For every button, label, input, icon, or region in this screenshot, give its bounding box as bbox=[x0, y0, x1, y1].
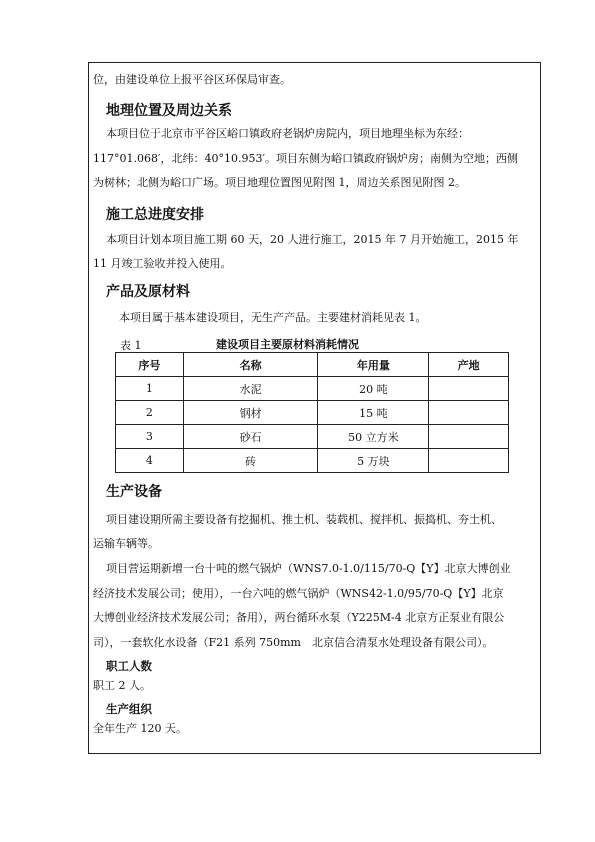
cell-amount: 5 万块 bbox=[318, 449, 429, 473]
cell-index: 4 bbox=[116, 449, 184, 473]
staff-heading: 职工人数 bbox=[106, 659, 152, 673]
location-line-3: 为树林；北侧为峪口广场。项目地理位置图见附图 1，周边关系图见附图 2。 bbox=[93, 176, 466, 189]
materials-line: 本项目属于基本建设项目，无生产产品。主要建材消耗见表 1。 bbox=[119, 311, 427, 324]
cell-origin bbox=[429, 449, 509, 473]
cell-origin bbox=[429, 401, 509, 425]
table-row bbox=[116, 377, 509, 401]
equipment-line-3: 项目营运期新增一台十吨的燃气锅炉（WNS7.0-1.0/115/70-Q【Y】北京大博创业 bbox=[106, 562, 511, 575]
table-row bbox=[116, 449, 509, 473]
cell-amount: 15 吨 bbox=[318, 401, 429, 425]
cell-amount: 50 立方米 bbox=[318, 425, 429, 449]
table-row bbox=[116, 401, 509, 425]
cell-name: 钢材 bbox=[183, 401, 318, 425]
organization-heading: 生产组织 bbox=[106, 702, 152, 716]
table-row bbox=[116, 425, 509, 449]
col-header-origin: 产地 bbox=[429, 353, 509, 377]
location-heading: 地理位置及周边关系 bbox=[106, 103, 232, 119]
cell-amount: 20 吨 bbox=[318, 377, 429, 401]
materials-table bbox=[115, 352, 509, 473]
equipment-line-1: 项目建设期所需主要设备有挖掘机、推土机、装载机、搅拌机、振捣机、夯土机、 bbox=[106, 513, 502, 526]
cell-origin bbox=[429, 425, 509, 449]
schedule-heading: 施工总进度安排 bbox=[106, 207, 204, 223]
cell-name: 砂石 bbox=[183, 425, 318, 449]
equipment-line-6: 司），一套软化水设备（F21 系列 750mm 北京信合清泵水处理设备有限公司）。 bbox=[93, 636, 494, 649]
intro-text: 位，由建设单位上报平谷区环保局审查。 bbox=[93, 73, 291, 86]
materials-heading: 产品及原材料 bbox=[106, 284, 190, 300]
staff-line: 职工 2 人。 bbox=[93, 679, 151, 692]
table-title: 建设项目主要原材料消耗情况 bbox=[216, 338, 359, 351]
cell-name: 砖 bbox=[183, 449, 318, 473]
schedule-line-2: 11 月竣工验收并投入使用。 bbox=[93, 257, 232, 270]
cell-index: 3 bbox=[116, 425, 184, 449]
equipment-line-5: 大博创业经济技术发展公司；备用），两台循环水泵（Y225M-4 北京方正泵业有限公 bbox=[93, 611, 505, 624]
equipment-line-4: 经济技术发展公司；使用），一台六吨的燃气锅炉（WNS42-1.0/95/70-Q【Y】北京 bbox=[93, 587, 504, 600]
location-line-2: 117°01.068′，北纬：40°10.953′。项目东侧为峪口镇政府锅炉房；南侧为空地；西侧 bbox=[93, 152, 518, 165]
table-label: 表 1 bbox=[120, 339, 142, 352]
schedule-line-1: 本项目计划本项目施工期 60 天，20 人进行施工，2015 年 7 月开始施工，2015 年 bbox=[106, 233, 519, 246]
col-header-name: 名称 bbox=[183, 353, 318, 377]
location-line-1: 本项目位于北京市平谷区峪口镇政府老锅炉房院内，项目地理坐标为东经： bbox=[106, 127, 469, 140]
col-header-index: 序号 bbox=[116, 353, 184, 377]
cell-name: 水泥 bbox=[183, 377, 318, 401]
equipment-line-2: 运输车辆等。 bbox=[93, 537, 159, 550]
cell-origin bbox=[429, 377, 509, 401]
cell-index: 2 bbox=[116, 401, 184, 425]
cell-index: 1 bbox=[116, 377, 184, 401]
table-header-row bbox=[116, 353, 509, 377]
equipment-heading: 生产设备 bbox=[106, 484, 162, 500]
organization-line: 全年生产 120 天。 bbox=[93, 722, 187, 735]
col-header-amount: 年用量 bbox=[318, 353, 429, 377]
